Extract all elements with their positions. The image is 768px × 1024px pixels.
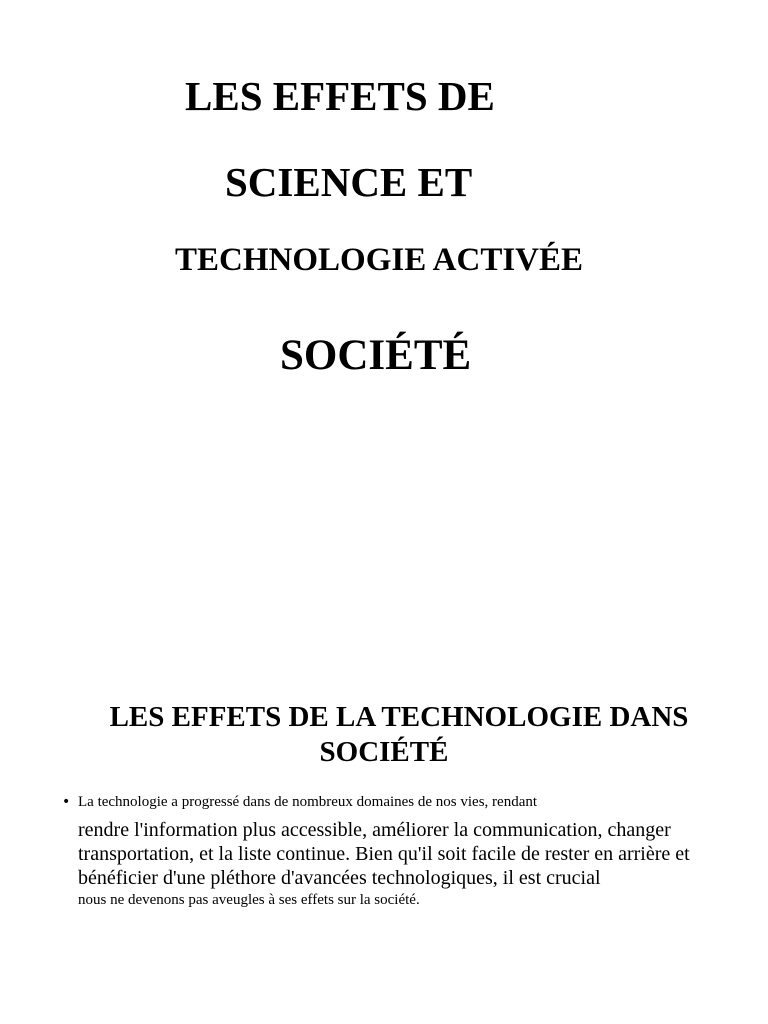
paragraph-line-2: rendre l'information plus accessible, améliorer la communication, changer	[78, 819, 671, 841]
title-line-1: LES EFFETS DE	[185, 73, 495, 119]
title-line-2: SCIENCE ET	[225, 159, 473, 205]
section-heading-line-2: SOCIÉTÉ	[319, 736, 449, 768]
content-slide	[0, 640, 768, 1024]
paragraph-line-1: La technologie a progressé dans de nombreux domaines de nos vies, rendant	[78, 794, 538, 810]
title-line-4: SOCIÉTÉ	[280, 332, 472, 379]
section-heading-line-1: LES EFFETS DE LA TECHNOLOGIE DANS	[109, 701, 689, 733]
paragraph-line-3: transportation, et la liste continue. Bien qu'il soit facile de rester en arrière et	[78, 843, 690, 865]
bullet-icon: •	[62, 794, 71, 810]
title-line-3: TECHNOLOGIE ACTIVÉE	[175, 242, 584, 278]
paragraph-line-4: bénéficier d'une pléthore d'avancées technologiques, il est crucial	[78, 867, 601, 889]
paragraph-line-5: nous ne devenons pas aveugles à ses effets sur la société.	[78, 892, 420, 908]
